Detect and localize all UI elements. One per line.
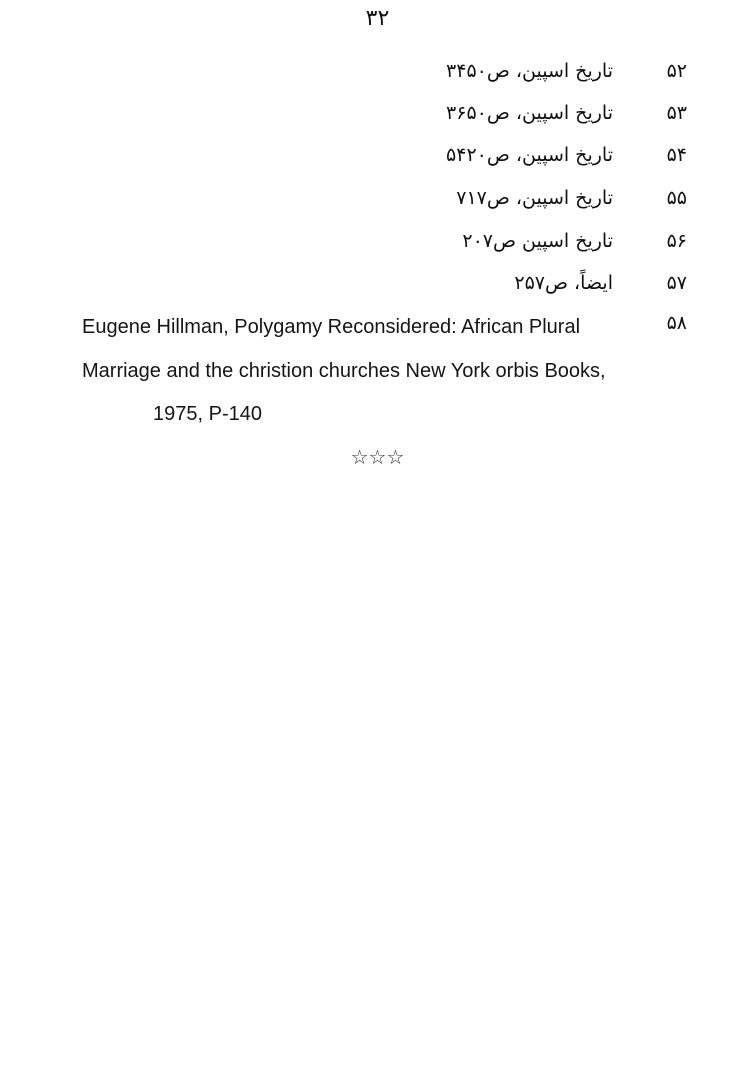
section-separator: ☆☆☆ (350, 445, 405, 469)
footnote-text: تاریخ اسپین، ص۳۴۵۰ (446, 60, 613, 82)
footnote-text: ایضاً، ص۲۵۷ (514, 272, 613, 294)
footnote-number: ۵۵ (666, 187, 687, 209)
footnote-number: ۵۳ (666, 102, 687, 124)
citation-line: Eugene Hillman, Polygamy Reconsidered: African Plural (82, 316, 581, 338)
footnote-number: ۵۴ (666, 144, 687, 166)
footnote-text: تاریخ اسپین ص۲۰۷ (462, 230, 613, 252)
footnote-57 (135, 266, 695, 300)
footnote-text: تاریخ اسپین، ص۳۶۵۰ (446, 102, 613, 124)
footnote-number: ۵۸ (666, 312, 687, 334)
page-number: ۳۲ (365, 6, 390, 31)
footnote-54 (135, 138, 695, 172)
citation-line: 1975, P-140 (153, 403, 262, 425)
footnote-number: ۵۲ (666, 60, 687, 82)
footnote-text: تاریخ اسپین، ص۷۱۷ (456, 187, 613, 209)
footnote-53 (135, 96, 695, 130)
citation-line: Marriage and the christion churches New York orbis Books, (82, 360, 606, 382)
footnote-number: ۵۶ (666, 230, 687, 252)
footnote-55 (135, 181, 695, 215)
footnote-56 (135, 224, 695, 258)
footnote-text: تاریخ اسپین، ص۵۴۲۰ (446, 144, 613, 166)
footnote-52 (135, 54, 695, 88)
footnote-number: ۵۷ (666, 272, 687, 294)
